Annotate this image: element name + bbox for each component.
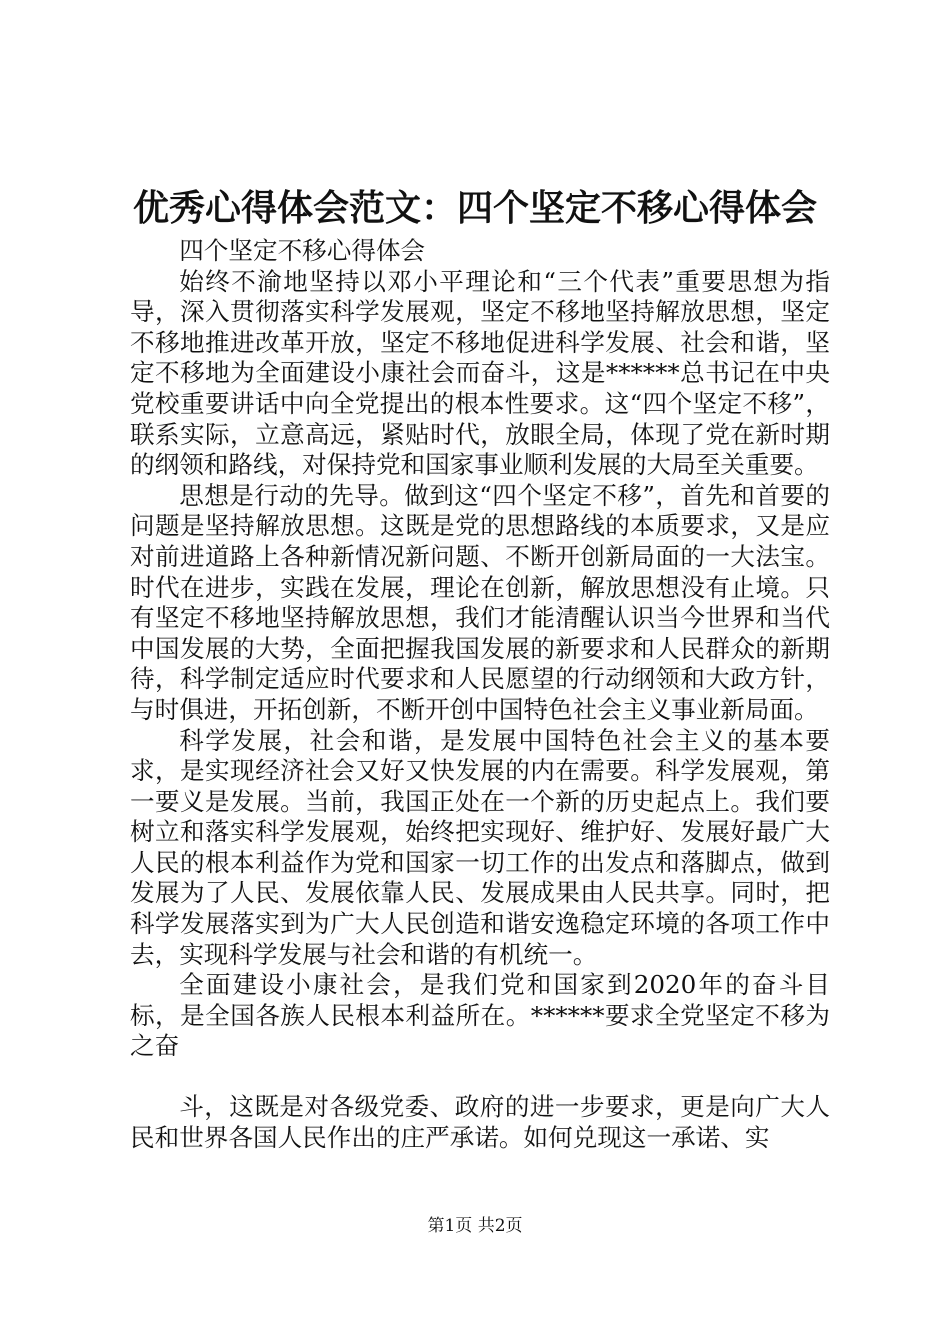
page-footer: 第1页 共2页 <box>427 1216 523 1236</box>
paragraph-subtitle: 四个坚定不移心得体会 <box>179 236 426 265</box>
paragraph: 斗，这既是对各级党委、政府的进一步要求，更是向广大人民和世界各国人民作出的庄严承诺。如何兑现这一承诺、实 <box>130 1092 830 1152</box>
paragraph: 始终不渝地坚持以邓小平理论和“三个代表”重要思想为指导，深入贯彻落实科学发展观，坚定不移地坚持解放思想，坚定不移地推进改革开放，坚定不移地促进科学发展、社会和谐，坚定不移地为全面建设小康社会而奋斗，这是******总书记在中央党校重要讲话中向全党提出的根本性要求。这“四个坚定不移”，联系实际，立意高远，紧贴时代，放眼全局，体现了党在新时期的纲领和路线，对保持党和国家事业顺利发展的大局至关重要。 <box>130 266 830 480</box>
document-body <box>130 236 830 1153</box>
document-title: 优秀心得体会范文：四个坚定不移心得体会 <box>132 187 817 229</box>
paragraph-gap <box>130 1062 830 1092</box>
paragraph: 科学发展，社会和谐，是发展中国特色社会主义的基本要求，是实现经济社会又好又快发展的内在需要。科学发展观，第一要义是发展。当前，我国正处在一个新的历史起点上。我们要树立和落实科学发展观，始终把实现好、维护好、发展好最广大人民的根本利益作为党和国家一切工作的出发点和落脚点，做到发展为了人民、发展依靠人民、发展成果由人民共享。同时，把科学发展落实到为广大人民创造和谐安逸稳定环境的各项工作中去，实现科学发展与社会和谐的有机统一。 <box>130 725 830 969</box>
paragraph: 全面建设小康社会，是我们党和国家到2020年的奋斗目标，是全国各族人民根本利益所在。******要求全党坚定不移为之奋 <box>130 970 830 1061</box>
paragraph: 思想是行动的先导。做到这“四个坚定不移”，首先和首要的问题是坚持解放思想。这既是党的思想路线的本质要求，又是应对前进道路上各种新情况新问题、不断开创新局面的一大法宝。时代在进步，实践在发展，理论在创新，解放思想没有止境。只有坚定不移地坚持解放思想，我们才能清醒认识当今世界和当代中国发展的大势，全面把握我国发展的新要求和人民群众的新期待，科学制定适应时代要求和人民愿望的行动纲领和大政方针，与时俱进，开拓创新，不断开创中国特色社会主义事业新局面。 <box>130 480 830 724</box>
